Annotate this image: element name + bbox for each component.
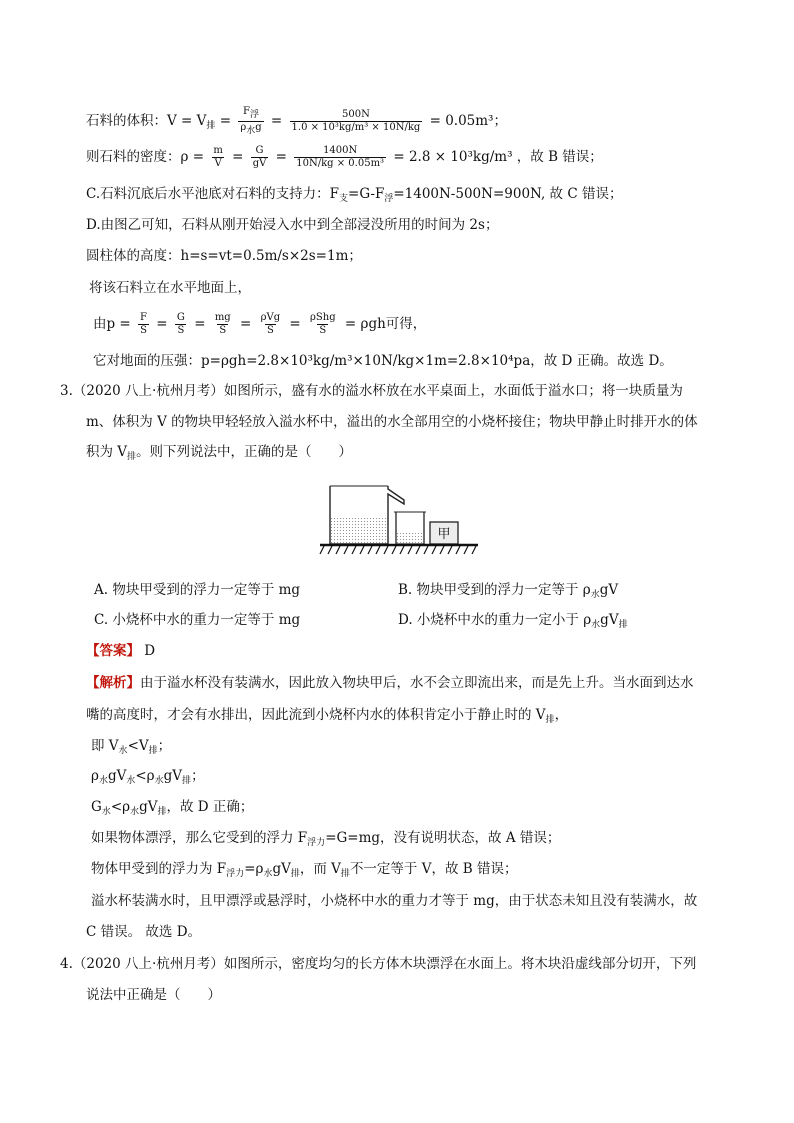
fraction (308, 312, 338, 337)
cup-water (330, 517, 388, 544)
fraction (138, 312, 149, 337)
subscript: 排 (545, 715, 555, 725)
fraction-denominator: S (266, 325, 274, 336)
text: G (91, 799, 102, 815)
text: ，故 D 正确； (166, 799, 254, 815)
fraction-numerator: 500N (342, 109, 370, 120)
volume-result: = 0.05m³； (425, 113, 507, 129)
fraction-numerator: m (213, 145, 223, 156)
text: ，而 V (299, 861, 341, 877)
fraction-text: ρ (240, 122, 247, 133)
q3-stem-line3 (86, 443, 352, 466)
text: <ρ (110, 799, 131, 815)
text: =G-F (348, 186, 385, 202)
fraction-numerator: G (176, 312, 185, 323)
subscript: 排 (127, 452, 137, 462)
pressure-prefix: 由p = (93, 316, 136, 332)
beaker-water (396, 532, 424, 544)
q3-analysis-line1 (86, 674, 694, 692)
volume-formula (86, 106, 507, 137)
fraction-numerator: F (140, 312, 147, 323)
equals: = (152, 316, 172, 332)
text: D. 小烧杯中水的重力一定小于 ρ (398, 612, 592, 628)
text: 。则下列说法中，正确的是（ ） (136, 444, 353, 460)
table-hatching (320, 546, 476, 554)
subscript: 水 (263, 869, 273, 879)
equals: = (189, 316, 210, 332)
q3-option-b (398, 581, 618, 604)
text: gV (599, 582, 619, 598)
support-force-line (86, 185, 622, 208)
fraction-buoyancy (238, 106, 263, 137)
volume-label: 石料的体积：V = V (86, 113, 207, 129)
subscript: 水 (118, 746, 128, 756)
subscript: 浮力 (307, 838, 326, 848)
subscript: 水 (130, 807, 140, 817)
text: ； (191, 768, 205, 784)
subscript: 水 (590, 590, 600, 600)
q3-full-line1: 溢水杯装满水时，且甲漂浮或悬浮时，小烧杯中水的重力才等于 mg，由于状态未知且没有装满水，故 (91, 893, 698, 909)
subscript: 支 (339, 194, 349, 204)
q3-full-line2: C 错误。 故选 D。 (86, 924, 202, 940)
fraction-denominator: S (140, 325, 147, 336)
text: 如果物体漂浮，那么它受到的浮力 F (91, 830, 308, 846)
fraction-volume-value (290, 109, 423, 134)
text: B. 物块甲受到的浮力一定等于 ρ (398, 582, 591, 598)
subscript: 水 (154, 776, 164, 786)
q3-stem-line1: 3.（2020 八上·杭州月考）如图所示，盛有水的溢水杯放在水平桌面上，水面低于溢水口；将一块质量为 (60, 383, 683, 399)
fraction-numerator: mg (214, 312, 231, 323)
fraction-numerator: G (255, 145, 264, 156)
subscript: 排 (340, 869, 350, 879)
q3-inequality-2 (91, 767, 205, 790)
q3-inequality-1 (91, 737, 171, 760)
answer-tag: 【答案】 (86, 643, 140, 659)
fraction-denominator: gV (252, 158, 267, 169)
height-line: 圆柱体的高度：h=s=vt=0.5m/s×2s=1m； (86, 248, 362, 264)
fraction-sub: 浮 (249, 110, 259, 120)
text: gV (600, 612, 619, 628)
q4-stem-line1: 4.（2020 八上·杭州月考）如图所示，密度均匀的长方体木块漂浮在水面上。将木块沿虚线部分切开，下列 (60, 956, 697, 972)
overflow-cup-diagram (318, 484, 480, 556)
text: gV (163, 768, 183, 784)
pressure-value-line: 它对地面的压强：p=ρgh=2.8×10³kg/m³×10N/kg×1m=2.8×10⁴pa，故 D 正确。故选 D。 (93, 353, 673, 369)
subscript: 排 (157, 807, 167, 817)
density-formula (86, 145, 603, 170)
text: =G=mg，没有说明状态，故 A 错误； (325, 830, 561, 846)
analysis-tag: 【解析】 (86, 675, 140, 691)
fraction-text: F (243, 106, 250, 117)
fraction-density-value (294, 145, 386, 170)
text: ； (157, 738, 172, 754)
text: gV (272, 861, 291, 877)
fraction-denominator (238, 121, 263, 137)
subscript: 水 (591, 620, 601, 630)
subscript: 浮 (384, 194, 394, 204)
text: =ρ (244, 861, 264, 877)
fraction-denominator: S (177, 325, 185, 336)
subscript: 排 (148, 746, 158, 756)
equals: = (227, 149, 248, 165)
subscript: 排 (290, 869, 300, 879)
text: gV (107, 768, 127, 784)
q3-float-line (91, 829, 560, 852)
fraction-m-v (211, 145, 224, 170)
fraction (259, 312, 283, 337)
text: 由于溢水杯没有装满水，因此放入物块甲后，水不会立即流出来，而是先上升。当水面到达水 (140, 675, 694, 691)
subscript: 水 (98, 776, 108, 786)
text: 物体甲受到的浮力为 F (91, 861, 227, 877)
subscript: 水 (101, 807, 111, 817)
q3-stem-line2: m、体积为 V 的物块甲轻轻放入溢水杯中，溢出的水全部用空的小烧杯接住；物块甲静止时排开水的体 (86, 414, 698, 430)
fraction-numerator: 1400N (323, 145, 358, 156)
q3-option-a: A. 物块甲受到的浮力一定等于 mg (94, 582, 301, 598)
density-result: = 2.8 × 10³kg/m³ ，故 B 错误； (389, 149, 603, 165)
text: 积为 V (86, 444, 128, 460)
text: =1400N-500N=900N, 故 C 错误； (393, 186, 623, 202)
subscript: 水 (126, 776, 136, 786)
fraction-numerator: ρShg (310, 312, 336, 323)
fraction-g-gv (251, 145, 269, 170)
q3-analysis-line2 (86, 706, 568, 729)
text: <V (127, 738, 149, 754)
q3-option-d (398, 611, 628, 634)
text: 不一定等于 V，故 B 错误； (349, 861, 518, 877)
text: gV (139, 799, 158, 815)
density-label: 则石料的密度：ρ = (86, 149, 209, 165)
equals: = (235, 316, 256, 332)
fraction-text: g (255, 122, 262, 133)
q3-answer (86, 642, 155, 660)
equals: = (271, 149, 292, 165)
text: ， (554, 707, 569, 723)
fraction (175, 312, 187, 337)
text: C.石料沉底后水平池底对石料的支持力：F (86, 186, 340, 202)
fraction-denominator: 1.0 × 10³kg/m³ × 10N/kg (291, 122, 421, 133)
q3-option-c: C. 小烧杯中水的重力一定等于 mg (94, 612, 301, 628)
text: ρ (91, 768, 99, 784)
subscript: 浮力 (226, 869, 245, 879)
fraction-denominator: V (214, 158, 222, 169)
text: 即 V (91, 738, 119, 754)
fraction (213, 312, 233, 337)
block-jia-label: 甲 (437, 527, 451, 542)
q3-buoyancy-line (91, 860, 517, 883)
equals: = (285, 316, 306, 332)
fraction-denominator: 10N/kg × 0.05m³ (296, 158, 385, 169)
overflow-cup-figure (318, 484, 480, 560)
fraction-denominator: S (319, 325, 327, 336)
q3-inequality-3 (91, 798, 253, 821)
subscript: 排 (618, 620, 628, 630)
q4-stem-line2: 说法中正确是（ ） (86, 987, 221, 1003)
fraction-sub: 水 (246, 126, 256, 136)
option-d-line: D.由图乙可知，石料从刚开始浸入水中到全部浸没所用的时间为 2s； (86, 217, 499, 233)
volume-label-sub: 排 (206, 121, 216, 131)
pressure-formula (93, 312, 426, 337)
equals: = (266, 113, 287, 129)
fraction-numerator (241, 106, 261, 121)
text: <ρ (135, 768, 155, 784)
fraction-numerator: ρVg (260, 312, 281, 323)
fraction-denominator: S (219, 325, 227, 336)
pressure-suffix: = ρgh可得， (340, 316, 427, 332)
stand-line: 将该石料立在水平地面上， (89, 280, 251, 296)
text: 嘴的高度时，才会有水排出，因此流到小烧杯内水的体积肯定小于静止时的 V (86, 707, 546, 723)
subscript: 排 (182, 776, 192, 786)
answer-value: D (140, 643, 156, 659)
equals: = (215, 113, 236, 129)
